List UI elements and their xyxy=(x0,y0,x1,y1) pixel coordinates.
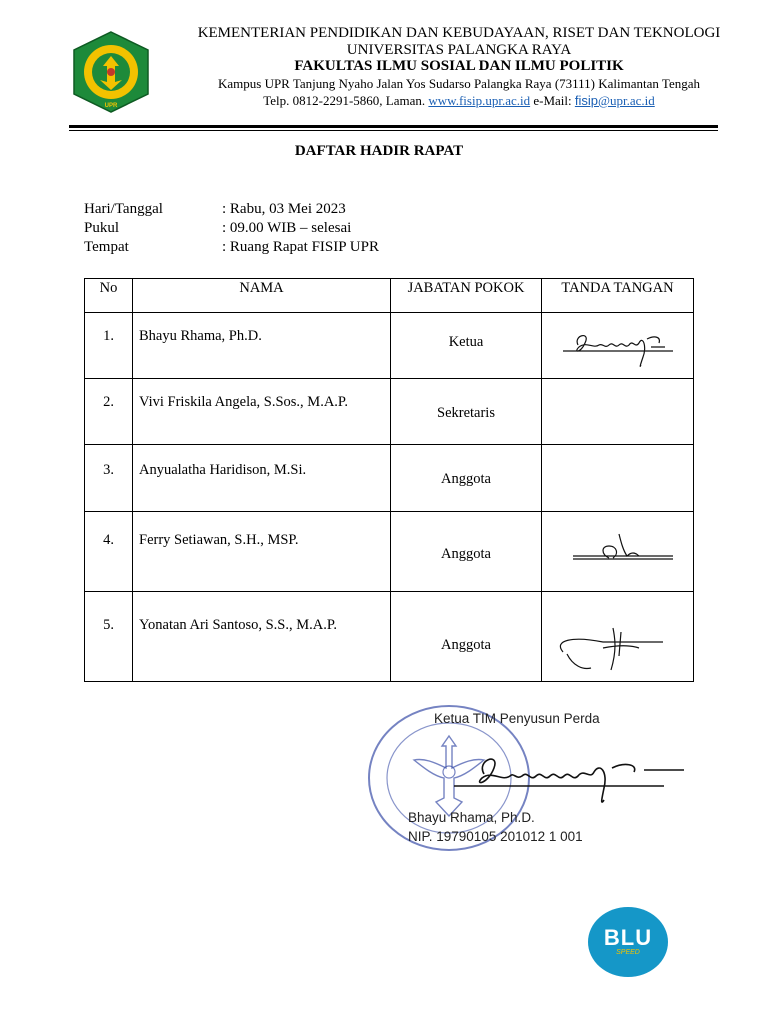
email-prefix: e-Mail: xyxy=(533,93,572,108)
row-no: 5. xyxy=(85,592,133,682)
faculty-name: FAKULTAS ILMU SOSIAL DAN ILMU POLITIK xyxy=(294,58,624,74)
table-row xyxy=(85,379,694,445)
header-divider-thin xyxy=(69,130,718,131)
row-no: 3. xyxy=(85,445,133,512)
signature-scribble-icon xyxy=(543,592,693,676)
meta-value: : Ruang Rapat FISIP UPR xyxy=(222,239,379,255)
table-row xyxy=(85,445,694,512)
row-signature-cell xyxy=(542,592,694,682)
row-no: 4. xyxy=(85,512,133,592)
row-no: 2. xyxy=(85,379,133,445)
meta-label: Tempat xyxy=(84,239,129,255)
badge-text: BLU xyxy=(603,925,653,950)
chair-signature-scribble-icon xyxy=(444,738,694,818)
row-signature-cell xyxy=(542,512,694,592)
blu-speed-badge xyxy=(588,907,668,977)
row-jabatan: Anggota xyxy=(391,445,542,512)
row-nama: Vivi Friskila Angela, S.Sos., M.A.P. xyxy=(133,379,391,445)
signatory-role: Ketua TIM Penyusun Perda xyxy=(434,711,600,726)
row-nama: Anyualatha Haridison, M.Si. xyxy=(133,445,391,512)
header-nama: NAMA xyxy=(133,279,391,313)
document-title: DAFTAR HADIR RAPAT xyxy=(294,143,464,159)
table-row xyxy=(85,313,694,379)
row-nama: Bhayu Rhama, Ph.D. xyxy=(133,313,391,379)
row-signature-cell xyxy=(542,445,694,512)
contact-line xyxy=(134,93,768,109)
header-tanda-tangan: TANDA TANGAN xyxy=(542,279,694,313)
row-jabatan: Anggota xyxy=(391,592,542,682)
table-row xyxy=(85,512,694,592)
meta-value: : 09.00 WIB – selesai xyxy=(222,220,352,236)
meta-label: Hari/Tanggal xyxy=(84,201,163,217)
signature-scribble-icon xyxy=(543,512,693,586)
row-nama: Yonatan Ari Santoso, S.S., M.A.P. xyxy=(133,592,391,682)
contact-prefix: Telp. 0812-2291-5860, Laman. xyxy=(263,93,426,108)
ministry-name: KEMENTERIAN PENDIDIKAN DAN KEBUDAYAAN, RISET DAN TEKNOLOGI xyxy=(197,25,721,41)
email-domain: @upr.ac.id xyxy=(598,93,655,108)
signatory-name: Bhayu Rhama, Ph.D. xyxy=(408,810,535,825)
table-row xyxy=(85,592,694,682)
logo-bottom-text: UPR xyxy=(104,103,118,109)
header-no: No xyxy=(85,279,133,313)
row-jabatan: Ketua xyxy=(391,313,542,379)
attendance-table xyxy=(84,278,694,682)
address-line: Kampus UPR Tanjung Nyaho Jalan Yos Sudarso Palangka Raya (73111) Kalimantan Tengah xyxy=(217,76,700,91)
header-jabatan: JABATAN POKOK xyxy=(391,279,542,313)
signatory-nip: NIP. 19790105 201012 1 001 xyxy=(408,829,583,844)
website-link[interactable]: www.fisip.upr.ac.id xyxy=(428,93,531,108)
signature-scribble-icon xyxy=(543,313,693,373)
row-jabatan: Sekretaris xyxy=(391,379,542,445)
email-link[interactable] xyxy=(575,93,655,108)
row-nama: Ferry Setiawan, S.H., MSP. xyxy=(133,512,391,592)
row-jabatan: Anggota xyxy=(391,512,542,592)
email-user: fisip xyxy=(574,93,598,108)
row-no: 1. xyxy=(85,313,133,379)
university-name: UNIVERSITAS PALANGKA RAYA xyxy=(346,42,572,58)
meta-value: : Rabu, 03 Mei 2023 xyxy=(222,201,346,217)
row-signature-cell xyxy=(542,313,694,379)
meta-label: Pukul xyxy=(84,220,120,236)
badge-subtext: SPEED xyxy=(616,949,640,956)
row-signature-cell xyxy=(542,379,694,445)
table-header-row xyxy=(85,279,694,313)
header-divider-thick xyxy=(69,125,718,128)
